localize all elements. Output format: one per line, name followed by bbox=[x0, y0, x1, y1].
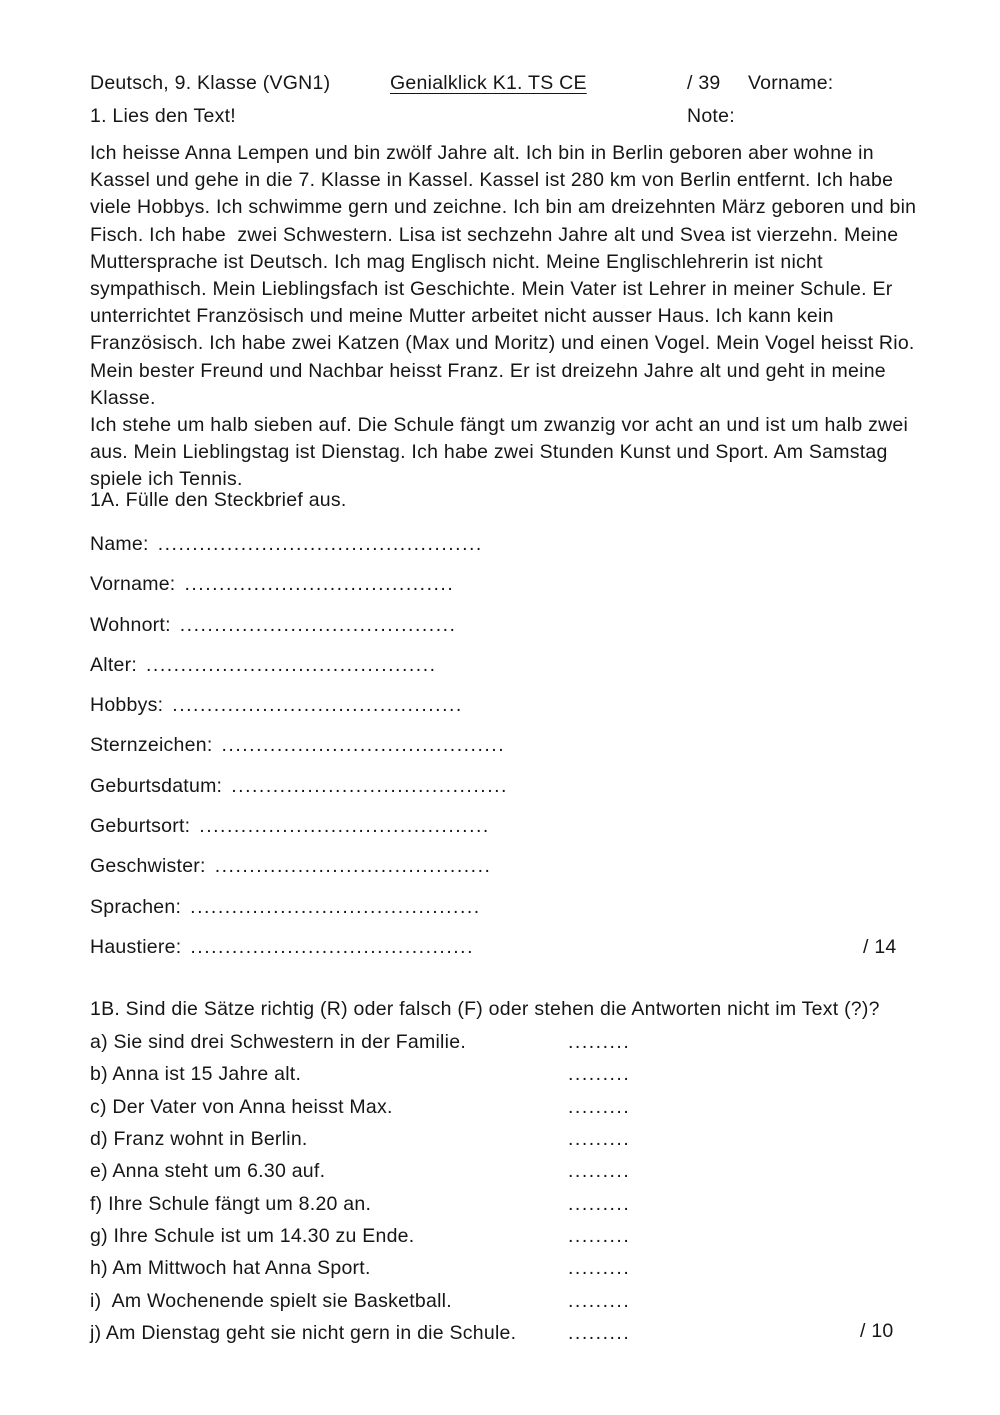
field-blank: ........................................ bbox=[179, 613, 457, 636]
text-line: Muttersprache ist Deutsch. Ich mag Englisch nicht. Meine Englischlehrerin ist nicht bbox=[90, 250, 823, 273]
section-1b-score: / 10 bbox=[860, 1320, 894, 1342]
field-label: Haustiere: bbox=[90, 935, 182, 958]
field-hobbys bbox=[90, 694, 508, 734]
question-text: h) Am Mittwoch hat Anna Sport. bbox=[90, 1257, 371, 1280]
text-line: aus. Mein Lieblingstag ist Dienstag. Ich habe zwei Stunden Kunst und Sport. Am Samstag bbox=[90, 441, 888, 464]
question-b bbox=[90, 1063, 630, 1095]
field-label: Vorname: bbox=[90, 573, 176, 596]
answer-blank: ......... bbox=[568, 1322, 631, 1345]
question-a bbox=[90, 1031, 630, 1063]
vorname-label: Vorname: bbox=[748, 72, 834, 94]
field-blank: .......................................... bbox=[199, 815, 490, 838]
field-label: Name: bbox=[90, 533, 149, 555]
text-line: sympathisch. Mein Lieblingsfach ist Geschichte. Mein Vater ist Lehrer in meiner Schule. Er bbox=[90, 277, 893, 300]
field-label: Geschwister: bbox=[90, 855, 206, 878]
total-score-label: / 39 bbox=[687, 72, 721, 94]
text-line: Französisch. Ich habe zwei Katzen (Max und Moritz) und einen Vogel. Mein Vogel heisst Rio. bbox=[90, 332, 915, 355]
question-j bbox=[90, 1322, 630, 1354]
field-blank: .......................................... bbox=[146, 653, 437, 676]
field-name bbox=[90, 533, 508, 573]
section-1a-title: 1A. Fülle den Steckbrief aus. bbox=[90, 489, 347, 511]
field-blank: ........................................ bbox=[231, 774, 508, 797]
field-blank: ........................................ bbox=[214, 855, 492, 878]
field-label: Sternzeichen: bbox=[90, 734, 213, 757]
question-text: g) Ihre Schule ist um 14.30 zu Ende. bbox=[90, 1225, 415, 1248]
question-i bbox=[90, 1290, 630, 1322]
question-text: c) Der Vater von Anna heisst Max. bbox=[90, 1095, 393, 1118]
field-blank: .......................................... bbox=[190, 895, 481, 918]
question-d bbox=[90, 1128, 630, 1160]
field-blank: .......................................... bbox=[172, 694, 463, 717]
answer-blank: ......... bbox=[568, 1063, 631, 1086]
field-wohnort bbox=[90, 614, 508, 654]
text-line: Fisch. Ich habe zwei Schwestern. Lisa ist sechzehn Jahre alt und Svea ist vierzehn. Meine bbox=[90, 223, 899, 246]
field-alter bbox=[90, 654, 508, 694]
field-label: Geburtsort: bbox=[90, 815, 191, 838]
field-geburtsort bbox=[90, 815, 508, 855]
text-line: Ich stehe um halb sieben auf. Die Schule fängt um zwanzig vor acht an und ist um halb zwei bbox=[90, 413, 909, 436]
question-f bbox=[90, 1193, 630, 1225]
field-blank: ......................................... bbox=[190, 935, 475, 958]
field-vorname bbox=[90, 573, 508, 613]
course-title: Deutsch, 9. Klasse (VGN1) bbox=[90, 72, 331, 94]
text-line: unterrichtet Französisch und meine Mutter arbeitet nicht ausser Haus. Ich kann kein bbox=[90, 305, 834, 328]
field-label: Wohnort: bbox=[90, 613, 171, 636]
question-h bbox=[90, 1257, 630, 1289]
question-text: a) Sie sind drei Schwestern in der Familie. bbox=[90, 1031, 466, 1053]
question-text: e) Anna steht um 6.30 auf. bbox=[90, 1160, 326, 1183]
text-line: Klasse. bbox=[90, 386, 156, 409]
answer-blank: ......... bbox=[568, 1031, 631, 1053]
question-text: i) Am Wochenende spielt sie Basketball. bbox=[90, 1289, 452, 1312]
question-e bbox=[90, 1160, 630, 1192]
field-label: Alter: bbox=[90, 653, 138, 676]
answer-blank: ......... bbox=[568, 1225, 631, 1248]
book-title: Genialklick K1. TS CE bbox=[390, 72, 587, 94]
field-blank: ....................................... bbox=[184, 573, 455, 596]
answer-blank: ......... bbox=[568, 1128, 631, 1151]
text-line: spiele ich Tennis. bbox=[90, 468, 243, 491]
section-1a-score: / 14 bbox=[863, 936, 897, 958]
steckbrief-form bbox=[90, 533, 508, 976]
answer-blank: ......... bbox=[568, 1160, 631, 1183]
question-c bbox=[90, 1096, 630, 1128]
field-haustiere bbox=[90, 936, 508, 976]
field-label: Geburtsdatum: bbox=[90, 774, 223, 797]
question-text: b) Anna ist 15 Jahre alt. bbox=[90, 1063, 302, 1086]
task1-instruction: 1. Lies den Text! bbox=[90, 105, 236, 127]
field-sprachen bbox=[90, 896, 508, 936]
field-blank: ......................................... bbox=[221, 734, 506, 757]
true-false-questions bbox=[90, 1031, 630, 1354]
text-line: Kassel und gehe in die 7. Klasse in Kassel. Kassel ist 280 km von Berlin entfernt. Ich habe bbox=[90, 169, 894, 192]
field-sternzeichen bbox=[90, 734, 508, 774]
section-1b-title: 1B. Sind die Sätze richtig (R) oder falsch (F) oder stehen die Antworten nicht im Text (?)? bbox=[90, 998, 880, 1020]
answer-blank: ......... bbox=[568, 1257, 631, 1280]
answer-blank: ......... bbox=[568, 1192, 631, 1215]
reading-text bbox=[90, 140, 916, 493]
answer-blank: ......... bbox=[568, 1289, 631, 1312]
question-text: j) Am Dienstag geht sie nicht gern in die Schule. bbox=[90, 1322, 517, 1345]
text-line: viele Hobbys. Ich schwimme gern und zeichne. Ich bin am dreizehnten März geboren und bin bbox=[90, 196, 917, 219]
field-label: Hobbys: bbox=[90, 694, 164, 717]
field-blank: ............................................... bbox=[157, 533, 483, 555]
question-text: f) Ihre Schule fängt um 8.20 an. bbox=[90, 1192, 372, 1215]
field-geburtsdatum bbox=[90, 775, 508, 815]
field-label: Sprachen: bbox=[90, 895, 182, 918]
question-g bbox=[90, 1225, 630, 1257]
text-line: Ich heisse Anna Lempen und bin zwölf Jahre alt. Ich bin in Berlin geboren aber wohne in bbox=[90, 142, 874, 164]
question-text: d) Franz wohnt in Berlin. bbox=[90, 1128, 308, 1151]
answer-blank: ......... bbox=[568, 1095, 631, 1118]
note-label: Note: bbox=[687, 105, 735, 127]
field-geschwister bbox=[90, 855, 508, 895]
text-line: Mein bester Freund und Nachbar heisst Franz. Er ist dreizehn Jahre alt und geht in meine bbox=[90, 359, 886, 382]
